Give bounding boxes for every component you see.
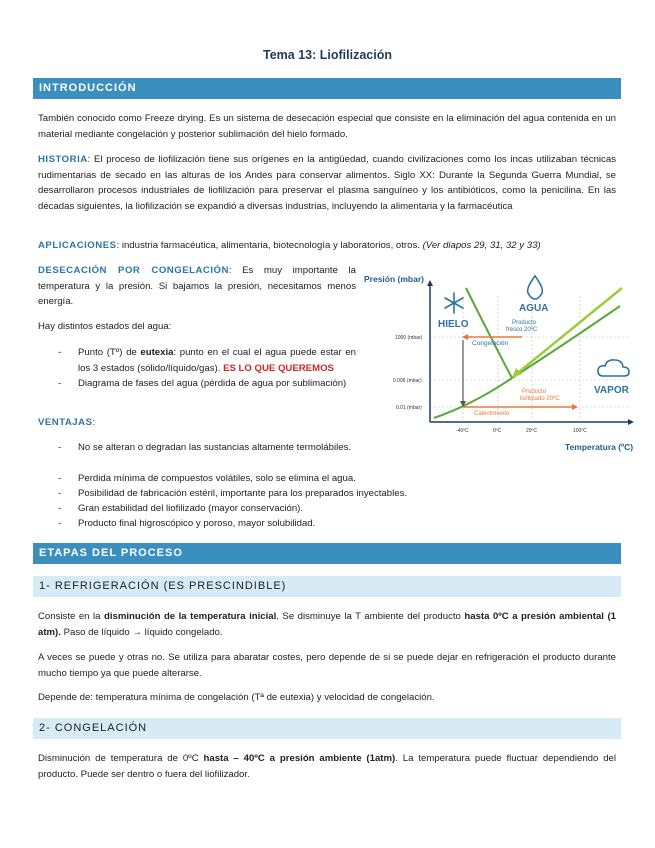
- es-lo-que-queremos: ES LO QUE QUEREMOS: [223, 362, 334, 374]
- producto-fresco-label: Producto: [512, 320, 537, 326]
- refrigeracion-paragraph-2: A veces se puede y otras no. Se utiliza para abaratar costes, pero depende de si se puede dejar en refrigeración el producto durante mucho tiempo ya que puede alterarse.: [38, 652, 616, 679]
- section-header-introduccion: INTRODUCCIÓN: [33, 78, 621, 99]
- hielo-label: HIELO: [438, 319, 469, 330]
- page-title: Tema 13: Liofilización: [263, 48, 392, 62]
- y-tick-label: 1000 (mbar): [395, 335, 423, 341]
- water-drop-icon: [528, 276, 543, 299]
- x-tick-label: 100ºC: [573, 428, 587, 434]
- aplicaciones-ref: (Ver diapos 29, 31, 32 y 33): [422, 240, 541, 251]
- refrigeracion-paragraph-3: Depende de: temperatura mínima de congelación (Tª de eutexia) y velocidad de congelación.: [38, 692, 435, 703]
- section-header-refrigeracion: 1- REFRIGERACIÓN (ES PRESCINDIBLE): [33, 576, 621, 597]
- producto-liofilizado-label: Producto: [522, 389, 547, 395]
- y-tick-label: 0.006 (mbar): [393, 378, 422, 384]
- historia-label: HISTORIA: [38, 154, 88, 165]
- congelacion-arrowhead: [462, 334, 468, 340]
- snowflake-icon: [445, 293, 463, 313]
- agua-label: AGUA: [519, 303, 549, 314]
- historia-paragraph: [38, 152, 616, 214]
- historia-text: : El proceso de liofilización tiene sus orígenes en la antigüedad, cuando civilizaciones como los incas utilizaban técnicas rudimentarias de secado en las alturas de los Andes para conservar alimentos. Siglo XX: Durante la Segunda Guerra Mundial, se desarrollaron procesos industriales de liofilización para preservar el plasma sanguíneo y los antibióticos, como la penicilina. En las décadas siguientes, la liofilización se expandió a diversas industrias, incluyendo la alimentaria y la farmacéutica: [38, 154, 616, 212]
- estados-intro: Hay distintos estados del agua:: [38, 321, 172, 332]
- refrigeracion-paragraph-1: Consiste en la disminución de la temperatura inicial. Se disminuye la T ambiente del producto hasta 0ºC a presión ambiental (1 atm). Paso de líquido → líquido congelado.: [38, 611, 616, 638]
- aplicaciones-text: : industria farmacéutica, alimentaria, biotecnología y laboratorios, otros.: [116, 240, 423, 251]
- x-tick-label: 20ºC: [526, 428, 537, 434]
- y-tick-label: 0.01 (mbar): [396, 405, 422, 411]
- desecacion-label: DESECACIÓN POR CONGELACIÓN: [38, 265, 229, 276]
- y-axis-label: Presión (mbar): [364, 274, 424, 284]
- aplicaciones-paragraph: [38, 238, 616, 254]
- cloud-icon: [598, 360, 629, 376]
- calentamiento-label: Calentmiento: [474, 411, 510, 417]
- intro-paragraph: También conocido como Freeze drying. Es un sistema de desecación especial que consiste en la eliminación del agua contenida en un material mediante congelación y posterior sublimación del hielo formado.: [38, 113, 616, 140]
- x-axis-label: Temperatura (ºC): [565, 442, 634, 452]
- ventajas-label: VENTAJAS: [38, 417, 93, 428]
- ventajas-heading: VENTAJAS:: [38, 417, 96, 428]
- desecacion-text: : Es muy importante la temperatura y la presión. Si bajamos la presión, necesitamos menos energía.: [38, 265, 356, 307]
- fusion-curve: [466, 288, 512, 378]
- x-tick-label: 0ºC: [493, 428, 502, 434]
- section-header-congelacion: 2- CONGELACIÓN: [33, 718, 621, 739]
- congelacion-label: Congelación: [472, 340, 509, 347]
- y-axis-arrow: [427, 280, 433, 286]
- aplicaciones-label: APLICACIONES: [38, 240, 117, 251]
- x-axis-arrow: [628, 419, 634, 425]
- desecacion-paragraph: [38, 263, 356, 310]
- congelacion-paragraph: Disminución de temperatura de 0ºC hasta – 40ºC a presión ambiente (1atm). La temperatura puede fluctuar dependiendo del producto. Puede ser dentro o fuera del liofilizador.: [38, 753, 617, 780]
- phase-diagram: [362, 266, 640, 456]
- calentamiento-arrowhead: [572, 404, 578, 410]
- vaporization-curve: [512, 306, 620, 378]
- x-tick-label: -40ºC: [456, 428, 469, 434]
- vapor-label: VAPOR: [594, 385, 629, 396]
- section-header-etapas: ETAPAS DEL PROCESO: [33, 543, 621, 564]
- producto-liofilizado-label: liofilizado 20ºC: [520, 396, 560, 402]
- page: Tema 13: Liofilización INTRODUCCIÓN También conocido como Freeze drying. Es un sistema de desecación especial que consiste en la eliminación del agua contenida en un material mediante congelación y posterior sublimación del hielo formado. HISTORIA: El proceso de liofilización tiene sus orígenes en la antigüedad, cuando civilizaciones como los incas utilizaban técnicas rudimentarias de secado en las alturas de los Andes para conservar alimentos. Siglo XX: Durante la Segunda Guerra Mundial, se desarrollaron procesos industriales de liofilización para preservar el plasma sanguíneo y los antibióticos, como la penicilina. En las décadas siguientes, la liofilización se expandió a diversas industrias, incluyendo la alimentaria y la farmacéutica APLICACIONES: industria farmacéutica, alimentaria, biotecnología y laboratorios, otros. (Ver diapos 29, 31, 32 y 33) DESECACIÓN POR CONGELACIÓN: Es muy importante la temperatura y la presión. Si bajamos la presión, necesitamos menos energía. Hay distintos estados del agua: - Punto (Tº) de eutexia: punto en el cual el agua puede estar en los 3 estados (sólido/líquido/gas). ES LO QUE QUEREMOS - Diagrama de fases del agua (pérdida de agua por sublimación) VENTAJAS: - No se alteran o degradan las sustancias altamente termolábiles. - Perdida mínima de compuestos volátiles, solo se elimina el agua. - Posibilidad de fabricación estéril, importante para los preparados inyectables. - Gran estabilidad del liofilizado (mayor conservación). - Producto final higroscópico y poroso, mayor solubilidad. Presión (mbar) Temperatura (ºC) 1000 (mbar) 0.006 (mbar) 0.01 (mbar) -40ºC 0ºC 20ºC 100ºC Congelación Producto fresco 20ºC Producto liofilizado 20ºC Calentmiento HIELO AGUA VAPOR ETAPAS DEL PROCESO 1- REFRIGERACIÓN (ES PRESCINDIBLE) Consiste en la disminución de la temperatura inicial. Se disminuye la T ambiente del producto hasta 0ºC a presión ambiental (1 atm). Paso de líquido → líquido congelado. A veces se puede y otras no. Se utiliza para abaratar costes, pero depende de si se puede dejar en refrigeración el producto durante mucho tiempo ya que puede alterarse. Depende de: temperatura mínima de congelación (Tª de eutexia) y velocidad de congelación. 2- CONGELACIÓN Disminución de temperatura de 0ºC hasta – 40ºC a presión ambiente (1atm). La temperatura puede fluctuar dependiendo del producto. Puede ser dentro o fuera del liofilizador.: [0, 0, 655, 848]
- producto-fresco-label: fresco 20ºC: [506, 327, 538, 333]
